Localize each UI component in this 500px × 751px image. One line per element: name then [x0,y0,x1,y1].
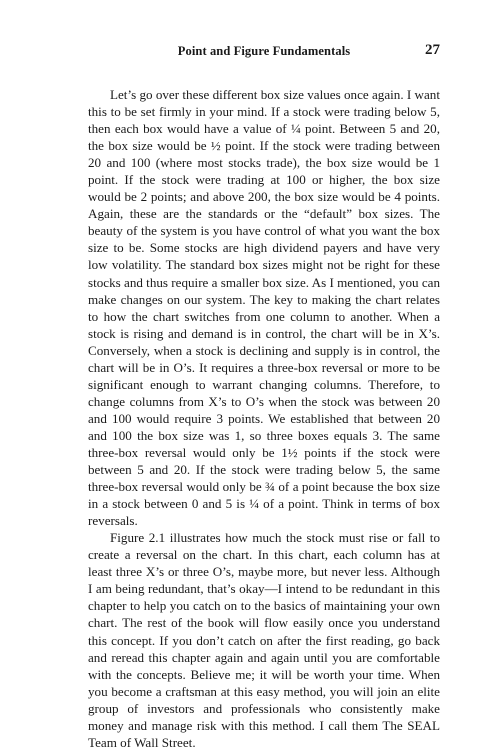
paragraph-figure-reference: Figure 2.1 illustrates how much the stock must rise or fall to create a reversal on the chart. In this chart, each column has at least three X’s or three O’s, maybe more, but never less. Although I am being redundant, that’s okay—I intend to be redundant in this chapter to help you catch on to the basics of maintaining your own chart. The rest of the book will flow easily once you understand this concept. If you don’t catch on after the first reading, go back and reread this chapter again and again until you are comfortable with the concepts. Believe me; it will be worth your time. When you become a craftsman at this easy method, you will join an elite group of investors and professionals who consistently make money and manage risk with this method. I call them The SEAL Team of Wall Street. [88,530,440,750]
running-head [88,44,440,64]
body-text [88,86,440,751]
paragraph-box-sizes: Let’s go over these different box size values once again. I want this to be set firmly in your mind. If a stock were trading below 5, then each box would have a value of ¼ point. Between 5 and 20, the box size would be ½ point. If the stock were trading between 20 and 100 (where most stocks trade), the box size would be 1 point. If the stock were trading at 100 or higher, the box size would be 2 points; and above 200, the box size would be 4 points. Again, these are the standards or the “default” box sizes. The beauty of the system is you have control of what you want the box size to be. Some stocks are high dividend payers and have very low volatility. The standard box sizes might not be right for these stocks and thus require a smaller box size. As I mentioned, you can make changes on our system. The key to making the chart relates to how the chart switches from one column to another. When a stock is rising and demand is in control, the chart will be in X’s. Conversely, when a stock is declining and supply is in control, the chart will be in O’s. It requires a three-box reversal or more to be significant enough to warrant changing columns. Therefore, to change columns from X’s to O’s when the stock was between 20 and 100 would require 3 points. We established that between 20 and 100 the box size was 1, so three boxes equals 3. The same three-box reversal would only be 1½ points if the stock were between 5 and 20. If the stock were trading below 5, the same three-box reversal would only be ¾ of a point because the box size in a stock between 0 and 5 is ¼ of a point. Think in terms of box reversals. [88,87,440,529]
page-number: 27 [425,42,440,58]
running-title: Point and Figure Fundamentals [177,44,351,58]
